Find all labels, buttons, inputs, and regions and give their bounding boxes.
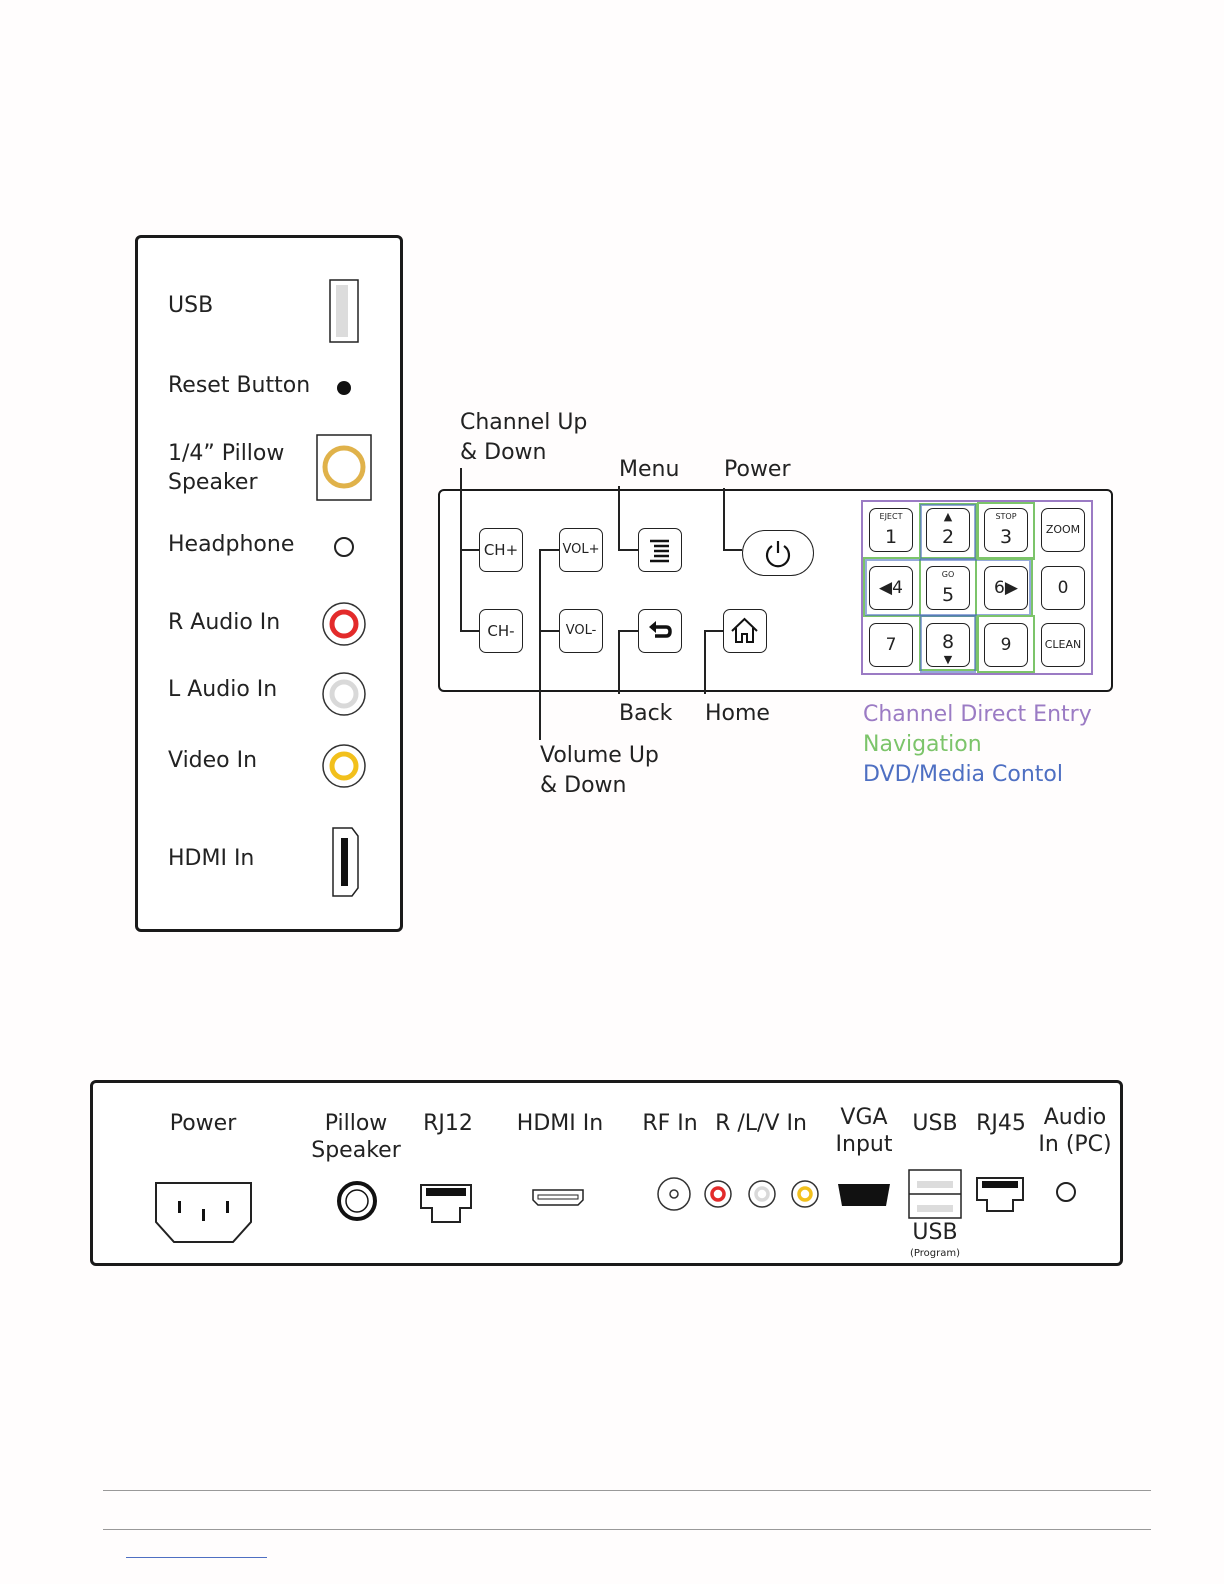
side-r-audio-label: R Audio In	[168, 610, 281, 635]
rear-rlv-label: R /L/V In	[715, 1111, 807, 1136]
ac-power-inlet-icon	[156, 1183, 251, 1242]
hdmi-port-icon	[533, 1190, 583, 1205]
zoom-button[interactable]: ZOOM	[1041, 508, 1085, 552]
numpad-key-7[interactable]: 7	[869, 623, 913, 667]
rear-rj45-label: RJ45	[976, 1111, 1026, 1136]
rear-usb-label: USB	[912, 1111, 958, 1136]
footer-rule-top	[103, 1490, 1151, 1491]
rf-coax-icon	[658, 1178, 690, 1210]
rca-jacks-icon	[705, 1181, 818, 1207]
rear-power-label: Power	[169, 1111, 237, 1136]
ch-up-button[interactable]: CH+	[479, 528, 523, 572]
numpad-key-9[interactable]: 9	[984, 623, 1028, 667]
rear-vga-label: VGA Input	[835, 1105, 893, 1157]
callout-back: Back	[619, 701, 673, 726]
footer-rule-bottom	[103, 1529, 1151, 1530]
clean-button[interactable]: CLEAN	[1041, 623, 1085, 667]
numpad-key-0[interactable]: 0	[1041, 566, 1085, 610]
callout-power: Power	[724, 457, 791, 482]
audio-jack-icon	[1057, 1183, 1075, 1201]
vga-port-icon	[838, 1184, 890, 1206]
callout-menu: Menu	[619, 457, 680, 482]
rear-hdmi-label: HDMI In	[516, 1111, 604, 1136]
rear-usb-program-label: USB	[912, 1220, 958, 1245]
side-headphone-label: Headphone	[168, 532, 295, 557]
pillow-speaker-jack-icon	[339, 1183, 375, 1219]
numpad-key-2[interactable]: ▲ 2	[926, 508, 970, 552]
numpad-key-3[interactable]: STOP 3	[984, 508, 1028, 552]
callout-volume: Volume Up & Down	[540, 743, 659, 798]
side-l-audio-label: L Audio In	[168, 677, 278, 702]
rear-audio-in-label: Audio In (PC)	[1038, 1105, 1112, 1157]
numpad-key-8[interactable]: 8 ▼	[926, 623, 970, 667]
numpad-key-4[interactable]: ◀4	[869, 566, 913, 610]
legend-navigation: Navigation	[863, 732, 982, 757]
vol-up-button[interactable]: VOL+	[559, 528, 603, 572]
callout-channel: Channel Up & Down	[460, 410, 588, 465]
side-hdmi-label: HDMI In	[168, 846, 255, 871]
rear-rf-label: RF In	[642, 1111, 698, 1136]
side-reset-label: Reset Button	[168, 373, 311, 398]
numpad-key-6[interactable]: 6▶	[984, 566, 1028, 610]
legend-media: DVD/Media Contol	[863, 762, 1063, 787]
rear-usb-program-note: (Program)	[910, 1248, 960, 1259]
rj45-port-icon	[977, 1178, 1023, 1211]
footer-accent-rule	[126, 1557, 267, 1558]
side-usb-label: USB	[168, 293, 214, 318]
side-pillow-speaker-label: 1/4” Pillow Speaker	[168, 441, 285, 495]
numpad-key-1[interactable]: EJECT 1	[869, 508, 913, 552]
rear-pillow-speaker-label: Pillow Speaker	[311, 1111, 401, 1163]
callout-home: Home	[705, 701, 770, 726]
numpad-key-5[interactable]: GO 5	[926, 566, 970, 610]
rj12-port-icon	[421, 1185, 471, 1222]
legend-channel-direct: Channel Direct Entry	[863, 702, 1092, 727]
rear-rj12-label: RJ12	[423, 1111, 473, 1136]
vol-down-button[interactable]: VOL-	[559, 609, 603, 653]
ch-down-button[interactable]: CH-	[479, 609, 523, 653]
usb-stack-icon	[909, 1170, 961, 1218]
side-video-label: Video In	[168, 748, 258, 773]
